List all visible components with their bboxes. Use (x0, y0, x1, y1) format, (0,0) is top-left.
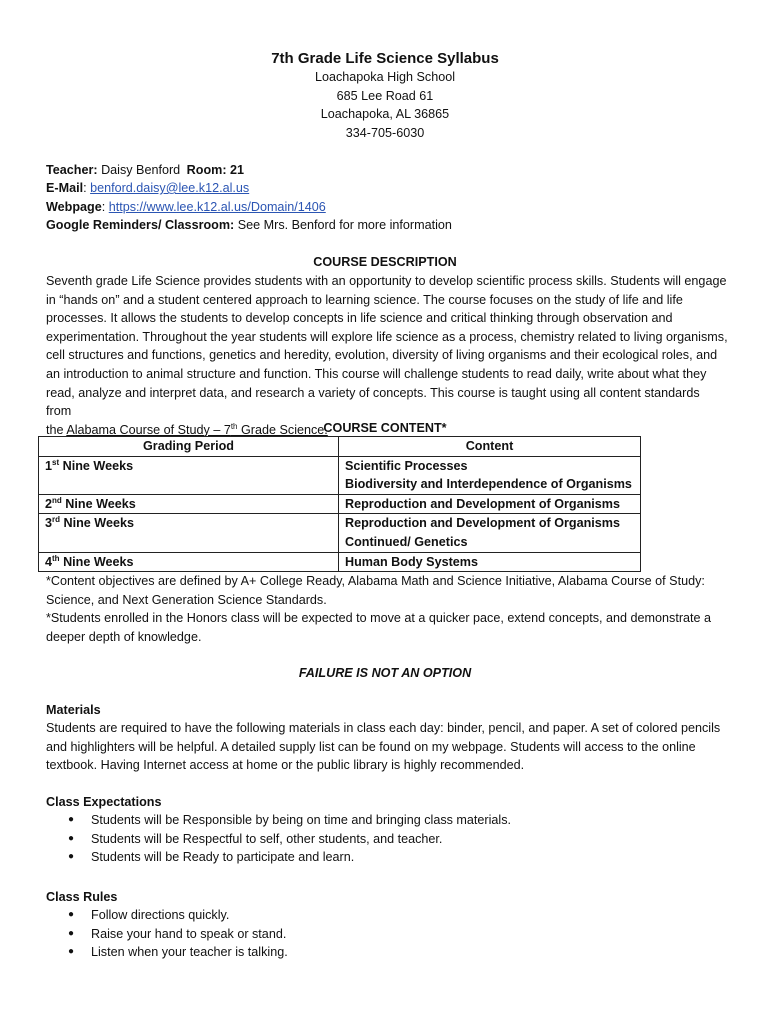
expectations-list (46, 811, 736, 867)
expectations-heading: Class Expectations (46, 795, 162, 809)
content-cell: Scientific Processes Biodiversity and Interdependence of Organisms (339, 456, 641, 494)
teacher-name: Daisy Benford (101, 163, 181, 177)
period-cell: 3rd Nine Weeks (39, 514, 339, 552)
period-cell: 1st Nine Weeks (39, 456, 339, 494)
google-value: See Mrs. Benford for more information (237, 218, 452, 232)
school-name: Loachapoka High School (314, 70, 456, 84)
google-line (46, 216, 736, 235)
content-notes (46, 572, 718, 646)
table-row (39, 456, 641, 494)
table-row (39, 494, 641, 514)
webpage-link[interactable]: https://www.lee.k12.al.us/Domain/1406 (108, 200, 326, 214)
content-cell: Reproduction and Development of Organisms Continued/ Genetics (339, 514, 641, 552)
header-content: Content (339, 437, 641, 457)
materials-heading: Materials (46, 703, 101, 717)
standards-lead-in: the (46, 422, 67, 437)
period-cell: 4th Nine Weeks (39, 552, 339, 572)
table-header-row (39, 437, 641, 457)
email-link[interactable]: benford.daisy@lee.k12.al.us (90, 181, 250, 195)
table-row (39, 514, 641, 552)
slogan: FAILURE IS NOT AN OPTION (298, 666, 472, 680)
rules-list (46, 906, 736, 962)
standards-link-post: Grade Science. (237, 422, 328, 437)
teacher-line (46, 161, 736, 180)
email-line: E-Mail: benford.daisy@lee.k12.al.us (46, 181, 250, 195)
course-description-heading: COURSE DESCRIPTION (313, 255, 457, 269)
course-description-body (46, 272, 728, 439)
google-label: Google Reminders/ Classroom: (46, 218, 235, 232)
content-cell: Reproduction and Development of Organisms (339, 494, 641, 514)
list-item: ● Listen when your teacher is talking. (46, 943, 736, 962)
content-cell: Human Body Systems (339, 552, 641, 572)
course-content-heading: COURSE CONTENT* (323, 421, 447, 435)
room-label: Room: 21 (186, 163, 245, 177)
page-title: 7th Grade Life Science Syllabus (271, 50, 499, 67)
webpage-line: Webpage: https://www.lee.k12.al.us/Domain/1406 (46, 200, 326, 214)
rules-heading: Class Rules (46, 890, 118, 904)
period-cell: 2nd Nine Weeks (39, 494, 339, 514)
standards-link-sup: th (230, 421, 238, 431)
note-standards: *Content objectives are defined by A+ College Ready, Alabama Math and Science Initiative, Alabama Course of Study: Science, and Next Generation Science Standards. (46, 574, 705, 607)
table-row (39, 552, 641, 572)
list-item: ● Students will be Ready to participate and learn. (46, 848, 736, 867)
note-honors: *Students enrolled in the Honors class will be expected to move at a quicker pace, extend concepts, and demonstrate a deeper depth of knowledge. (46, 611, 712, 644)
list-item: ● Students will be Respectful to self, other students, and teacher. (46, 830, 736, 849)
course-description-text: Seventh grade Life Science provides students with an opportunity to develop scientific process skills. Students will engage in “hands on” and a student centered approach to learning science. The course focuses on the study of life and life processes. It allows the students to develop concepts in life science and critical thinking through observation and experimentation. Throughout the year students will explore life science as a process, chemistry related to living organisms, cell structures and functions, genetics and heredity, evolution, diversity of living organisms and their ecological roles, and an introduction to animal structure and function. This course will challenge students to read daily, write about what they read, analyze and interpret data, and research a variety of concepts. This course is taught using all content standards from (46, 274, 728, 419)
header-grading-period: Grading Period (39, 437, 339, 457)
email-label: E-Mail (46, 181, 84, 195)
list-item: ● Follow directions quickly. (46, 906, 736, 925)
teacher-label: Teacher: (46, 163, 98, 177)
webpage-label: Webpage (46, 200, 102, 214)
school-address-line1: 685 Lee Road 61 (336, 89, 434, 103)
list-item: ● Raise your hand to speak or stand. (46, 925, 736, 944)
list-item: ● Students will be Responsible by being on time and bringing class materials. (46, 811, 736, 830)
materials-body: Students are required to have the following materials in class each day: binder, pencil, and paper. A set of colored pencils and highlighters will be helpful. A detailed supply list can be found on my webpage. Students will access to the online textbook. Having Internet access at home or the public library is highly recommended. (46, 721, 721, 773)
course-content-table (38, 436, 641, 572)
school-address-line2: Loachapoka, AL 36865 (320, 107, 450, 121)
school-phone: 334-705-6030 (345, 126, 425, 140)
standards-link-pre: Alabama Course of Study – 7 (66, 422, 231, 437)
